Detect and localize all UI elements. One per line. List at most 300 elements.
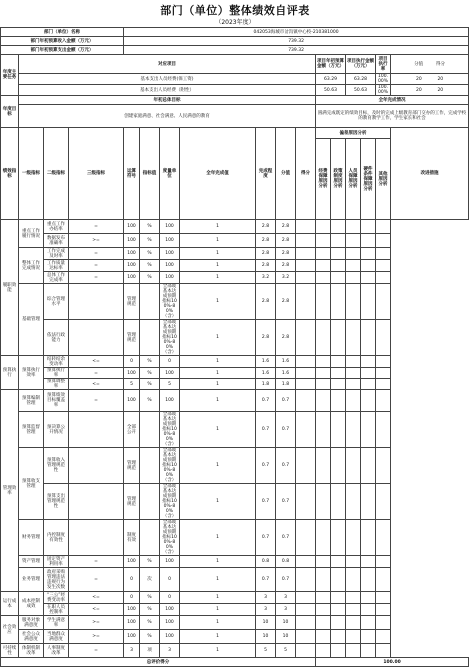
indicator-weight: 1: [180, 520, 256, 556]
perf-side-label: 绩效指标: [1, 128, 19, 220]
perf-col-unit: 度量单位: [160, 128, 180, 220]
indicator-level3: 固定资产利用率: [44, 556, 69, 568]
deviation-cell: [296, 379, 316, 390]
indicator-done: 100: [160, 260, 180, 272]
indicator-unit: [140, 412, 160, 448]
deviation-cell: [316, 248, 331, 260]
deviation-cell: [331, 356, 346, 368]
deviation-cell: [331, 412, 346, 448]
table-row: [1, 390, 469, 412]
indicator-done: 3: [160, 644, 180, 658]
indicator-get: 0.8: [276, 556, 296, 568]
improve-cell: [376, 220, 391, 234]
indicator-unit: %: [140, 368, 160, 379]
indicator-get: 1.8: [276, 379, 296, 390]
deviation-cell: [361, 448, 376, 484]
goals-plan-text: 创建家庭满意、社会满意、人民满意的教育: [19, 105, 316, 128]
deviation-cell: [316, 592, 331, 604]
indicator-level3: 预算支出管理规范性: [44, 484, 69, 520]
deviation-cell: [316, 284, 331, 320]
deviation-cell: [346, 644, 361, 658]
deviation-cell: [346, 556, 361, 568]
indicator-operator: >=: [69, 616, 124, 630]
indicator-done: 100: [160, 234, 180, 248]
indicator-get: 3.2: [276, 272, 296, 284]
deviation-cell: [296, 272, 316, 284]
table-row: [1, 556, 469, 568]
table-row: [1, 604, 469, 616]
indicator-score: 0.7: [256, 484, 276, 520]
deviation-cell: [331, 284, 346, 320]
deviation-cell: [361, 568, 376, 592]
indicator-done: 0: [160, 568, 180, 592]
deviation-cell: [296, 248, 316, 260]
deviation-cell: [346, 368, 361, 379]
task-score-get: [391, 74, 469, 85]
indicator-get: 2.8: [276, 248, 296, 260]
indicator-score: 1.6: [256, 368, 276, 379]
indicator-weight: 1: [180, 356, 256, 368]
indicator-done: 100: [160, 630, 180, 644]
indicator-weight: 1: [180, 234, 256, 248]
task-score: 20: [415, 87, 422, 93]
indicator-weight: 1: [180, 284, 256, 320]
deviation-cell: [346, 448, 361, 484]
improve-cell: [376, 356, 391, 368]
deviation-cell: [346, 379, 361, 390]
indicator-score: 0.8: [256, 556, 276, 568]
indicator-target: 管理规范: [124, 320, 140, 356]
dev-col-other: 其他原因分析: [376, 139, 391, 220]
indicator-get: 0.7: [276, 412, 296, 448]
indicator-get: 2.8: [276, 320, 296, 356]
indicator-level2: 基础管理: [19, 284, 44, 356]
perf-col-op: 运算符号: [124, 128, 140, 220]
improve-cell: [376, 630, 391, 644]
deviation-cell: [361, 248, 376, 260]
deviation-cell: [346, 412, 361, 448]
indicator-score: 0.7: [256, 390, 276, 412]
task-get: 20: [437, 87, 444, 93]
indicator-operator: =: [69, 260, 124, 272]
task-row: [1, 74, 469, 85]
indicator-score: 2.8: [256, 234, 276, 248]
deviation-cell: [296, 644, 316, 658]
table-row: [1, 368, 469, 379]
indicator-score: 2.8: [256, 260, 276, 272]
indicator-done: 0: [160, 356, 180, 368]
budget-expense-label: 部门年初预算支出金额（万元）: [1, 46, 124, 55]
indicator-target: 0: [124, 568, 140, 592]
indicator-done: 全部或基本达成预期指标100%-80%（含）: [160, 484, 180, 520]
indicator-weight: 1: [180, 604, 256, 616]
indicator-score: 3: [256, 592, 276, 604]
indicator-target: 100: [124, 234, 140, 248]
indicator-done: 5: [160, 379, 180, 390]
deviation-cell: [361, 284, 376, 320]
indicator-unit: 次: [140, 568, 160, 592]
deviation-cell: [316, 604, 331, 616]
indicator-level3: 综合管理水平: [44, 284, 69, 320]
table-row: [1, 220, 469, 234]
deviation-cell: [346, 272, 361, 284]
indicator-level2: 服务对象满意度: [19, 616, 44, 630]
table-row: [1, 644, 469, 658]
indicator-score: 1.6: [256, 356, 276, 368]
indicator-level2: 业务管理: [19, 568, 44, 592]
indicator-level3: 重点工作办结率: [44, 220, 69, 234]
task-score: 20: [415, 76, 422, 82]
deviation-cell: [316, 630, 331, 644]
indicator-level1: 社会效应: [1, 616, 19, 644]
improve-cell: [376, 368, 391, 379]
deviation-cell: [331, 320, 346, 356]
deviation-cell: [361, 356, 376, 368]
indicator-operator: =: [69, 248, 124, 260]
deviation-cell: [346, 568, 361, 592]
indicator-level2: 资产管理: [19, 556, 44, 568]
indicator-score: 0.7: [256, 568, 276, 592]
improve-cell: [376, 260, 391, 272]
indicator-weight: 1: [180, 220, 256, 234]
indicator-target: 管理规范: [124, 484, 140, 520]
indicator-weight: 1: [180, 368, 256, 379]
table-row: [1, 448, 469, 484]
indicator-get: 2.8: [276, 220, 296, 234]
indicator-unit: %: [140, 272, 160, 284]
table-row: [1, 320, 469, 356]
table-row: [1, 248, 469, 260]
indicator-operator: [69, 520, 124, 556]
deviation-cell: [296, 356, 316, 368]
indicator-weight: 1: [180, 390, 256, 412]
indicator-target: 制度有效: [124, 520, 140, 556]
indicator-operator: =: [69, 220, 124, 234]
deviation-cell: [331, 616, 346, 630]
indicator-score: 0.7: [256, 448, 276, 484]
perf-col-target: 指标值: [140, 128, 160, 220]
improve-cell: [376, 484, 391, 520]
indicator-done: 全部或基本达成预期指标100%-80%（含）: [160, 320, 180, 356]
improve-cell: [376, 644, 391, 658]
indicator-operator: >=: [69, 630, 124, 644]
perf-rows: [1, 220, 469, 658]
deviation-cell: [361, 556, 376, 568]
indicator-operator: <=: [69, 379, 124, 390]
improve-cell: [376, 379, 391, 390]
indicator-level2: 预算编制管理: [19, 390, 44, 412]
deviation-cell: [296, 220, 316, 234]
indicator-operator: [69, 412, 124, 448]
indicator-target: 100: [124, 272, 140, 284]
indicator-done: 100: [160, 220, 180, 234]
indicator-score: 10: [256, 616, 276, 630]
indicator-level2: 预算监督管理: [19, 412, 44, 448]
indicator-done: 100: [160, 272, 180, 284]
deviation-cell: [331, 520, 346, 556]
indicator-weight: 1: [180, 484, 256, 520]
indicator-level3: 预决算公开情况: [44, 412, 69, 448]
deviation-cell: [296, 448, 316, 484]
tasks-col-exec: 项目执行金额（万元）: [346, 55, 376, 74]
indicator-get: 3: [276, 592, 296, 604]
deviation-cell: [361, 592, 376, 604]
task-get: 20: [437, 76, 444, 82]
indicator-done: 100: [160, 556, 180, 568]
indicator-unit: %: [140, 630, 160, 644]
deviation-cell: [331, 448, 346, 484]
indicator-level2: 财务管理: [19, 520, 44, 556]
budget-income-value: 739.32: [124, 37, 469, 46]
indicator-target: 100: [124, 260, 140, 272]
table-row: [1, 484, 469, 520]
deviation-cell: [361, 644, 376, 658]
deviation-cell: [331, 234, 346, 248]
goals-side-label: 年度目标: [1, 96, 19, 128]
deviation-cell: [296, 320, 316, 356]
deviation-cell: [296, 260, 316, 272]
perf-deviation-header: 偏差原因分析: [316, 128, 391, 139]
indicator-weight: 1: [180, 644, 256, 658]
indicator-level3: 政府采购管理违法违规行为发生次数: [44, 568, 69, 592]
indicator-get: 2.8: [276, 284, 296, 320]
table-row: [1, 568, 469, 592]
deviation-cell: [346, 284, 361, 320]
indicator-target: 全部公开: [124, 412, 140, 448]
indicator-operator: =: [69, 568, 124, 592]
deviation-cell: [361, 412, 376, 448]
deviation-cell: [296, 390, 316, 412]
indicator-score: 3: [256, 604, 276, 616]
deviation-cell: [331, 272, 346, 284]
tasks-col-get: 得分: [436, 61, 445, 67]
improve-cell: [376, 320, 391, 356]
deviation-cell: [361, 484, 376, 520]
indicator-get: 2.8: [276, 260, 296, 272]
perf-col-improve: 改进措施: [391, 128, 469, 220]
indicator-unit: %: [140, 616, 160, 630]
indicator-get: 1.6: [276, 356, 296, 368]
deviation-cell: [331, 644, 346, 658]
indicator-unit: 项: [140, 644, 160, 658]
indicator-target: 管理规范: [124, 284, 140, 320]
improve-cell: [376, 520, 391, 556]
indicator-level2: 重点工作履行情况: [19, 220, 44, 248]
indicator-get: 10: [276, 616, 296, 630]
indicator-score: 2.8: [256, 248, 276, 260]
indicator-unit: %: [140, 556, 160, 568]
indicator-score: 10: [256, 630, 276, 644]
budget-income-label: 部门年初预算收入金额（万元）: [1, 37, 124, 46]
table-row: [1, 284, 469, 320]
improve-cell: [376, 556, 391, 568]
indicator-done: 100: [160, 390, 180, 412]
indicator-target: 100: [124, 248, 140, 260]
indicator-weight: 1: [180, 568, 256, 592]
deviation-cell: [296, 568, 316, 592]
indicator-level3: 工作完成及时率: [44, 248, 69, 260]
indicator-level1: 运行成本: [1, 592, 19, 616]
indicator-get: 2.8: [276, 234, 296, 248]
indicator-unit: %: [140, 220, 160, 234]
indicator-score: 3.2: [256, 272, 276, 284]
indicator-target: 3: [124, 644, 140, 658]
indicator-level1: 履职效能: [1, 220, 19, 356]
task-row: [1, 85, 469, 96]
deviation-cell: [296, 616, 316, 630]
indicator-unit: %: [140, 390, 160, 412]
improve-cell: [376, 234, 391, 248]
total-value: 100.00: [316, 658, 469, 667]
deviation-cell: [296, 592, 316, 604]
table-row: [1, 412, 469, 448]
indicator-level1: 可持续性: [1, 644, 19, 658]
indicator-score: 2.8: [256, 220, 276, 234]
deviation-cell: [296, 556, 316, 568]
improve-cell: [376, 568, 391, 592]
indicator-unit: [140, 284, 160, 320]
indicator-operator: =: [69, 390, 124, 412]
indicator-weight: 1: [180, 260, 256, 272]
indicator-level3: 工作质量达标率: [44, 260, 69, 272]
indicator-operator: <=: [69, 604, 124, 616]
deviation-cell: [316, 390, 331, 412]
deviation-cell: [331, 379, 346, 390]
indicator-get: 0.7: [276, 568, 296, 592]
indicator-weight: 1: [180, 248, 256, 260]
tasks-col-budget: 项目年初预算金额（万元）: [316, 55, 346, 74]
indicator-weight: 1: [180, 272, 256, 284]
table-row: [1, 616, 469, 630]
indicator-done: 0: [160, 592, 180, 604]
task-budget: 63.29: [316, 74, 346, 85]
perf-col-l2: 二级指标: [44, 128, 69, 220]
deviation-cell: [316, 220, 331, 234]
deviation-cell: [331, 630, 346, 644]
indicator-get: 0.7: [276, 484, 296, 520]
deviation-cell: [346, 390, 361, 412]
indicator-score: 0.7: [256, 520, 276, 556]
dev-col-hardware: 硬件条件保障原因分析: [361, 139, 376, 220]
indicator-level3: 预算收入管理规范性: [44, 448, 69, 484]
deviation-cell: [331, 390, 346, 412]
indicator-unit: %: [140, 260, 160, 272]
indicator-unit: [140, 320, 160, 356]
indicator-done: 100: [160, 368, 180, 379]
deviation-cell: [316, 568, 331, 592]
deviation-cell: [316, 368, 331, 379]
perf-col-get: 得分: [296, 128, 316, 220]
indicator-target: 0: [124, 356, 140, 368]
indicator-get: 3: [276, 604, 296, 616]
indicator-level3: “三公”经费变动率: [44, 592, 69, 604]
goals-done-text: 圆满完成既定的绩效目标，及时的完成上级教育部门交办的工作，完成学校的教育教学工作，学生家长和社会: [316, 105, 469, 128]
table-row: [1, 630, 469, 644]
improve-cell: [376, 592, 391, 604]
indicator-level2: 预算执行效率: [19, 356, 44, 390]
indicator-done: 全部或基本达成预期指标100%-80%（含）: [160, 412, 180, 448]
indicator-score: 1.8: [256, 379, 276, 390]
indicator-target: 5: [124, 379, 140, 390]
deviation-cell: [361, 234, 376, 248]
indicator-level3: 内控制度有效性: [44, 520, 69, 556]
indicator-weight: 1: [180, 556, 256, 568]
indicator-target: 100: [124, 630, 140, 644]
deviation-cell: [296, 284, 316, 320]
indicator-target: 100: [124, 220, 140, 234]
indicator-unit: [140, 520, 160, 556]
indicator-level3: 预算执行率: [44, 368, 69, 379]
tasks-col-score: 分值: [414, 61, 424, 67]
indicator-target: 100: [124, 616, 140, 630]
indicator-score: 2.8: [256, 284, 276, 320]
deviation-cell: [346, 592, 361, 604]
indicator-level3: 在职人员控制率: [44, 604, 69, 616]
indicator-level3: 人事制度改革: [44, 644, 69, 658]
indicator-target: 管理规范: [124, 448, 140, 484]
indicator-operator: [69, 484, 124, 520]
improve-cell: [376, 284, 391, 320]
dept-name-value: 042053海城市岔沟镇中心校-210381000: [124, 28, 469, 37]
deviation-cell: [331, 604, 346, 616]
deviation-cell: [331, 368, 346, 379]
dev-col-funding: 经费保障原因分析: [316, 139, 331, 220]
indicator-level2: 预算收支管理: [19, 448, 44, 520]
page-subtitle: （2023年度）: [215, 19, 255, 26]
indicator-level2: 整体工作完成情况: [19, 248, 44, 284]
tasks-col-score-get: [391, 55, 469, 74]
deviation-cell: [361, 379, 376, 390]
indicator-done: 100: [160, 248, 180, 260]
deviation-cell: [331, 568, 346, 592]
deviation-cell: [316, 484, 331, 520]
indicator-operator: [69, 448, 124, 484]
deviation-cell: [316, 412, 331, 448]
total-label: 总评价得分: [1, 658, 316, 667]
table-row: [1, 356, 469, 368]
page-title: 部门（单位）整体绩效自评表: [160, 4, 310, 17]
indicator-operator: <=: [69, 592, 124, 604]
improve-cell: [376, 390, 391, 412]
indicator-operator: >=: [69, 234, 124, 248]
indicator-score: 0.7: [256, 412, 276, 448]
indicator-target: 100: [124, 390, 140, 412]
indicator-get: 5: [276, 644, 296, 658]
deviation-cell: [316, 260, 331, 272]
deviation-cell: [346, 616, 361, 630]
indicator-unit: %: [140, 234, 160, 248]
deviation-cell: [296, 412, 316, 448]
deviation-cell: [331, 248, 346, 260]
indicator-operator: =: [69, 272, 124, 284]
deviation-cell: [346, 320, 361, 356]
deviation-cell: [361, 260, 376, 272]
indicator-done: 全部或基本达成预期指标100%-80%（含）: [160, 520, 180, 556]
table-row: [1, 260, 469, 272]
deviation-cell: [331, 260, 346, 272]
deviation-cell: [296, 520, 316, 556]
dev-col-policy: 政策制度原因分析: [331, 139, 346, 220]
indicator-level2: 成本控制成效: [19, 592, 44, 616]
indicator-unit: %: [140, 592, 160, 604]
improve-cell: [376, 616, 391, 630]
evaluation-table: [0, 27, 469, 667]
perf-col-l1: 一级指标: [19, 128, 44, 220]
indicator-weight: 1: [180, 592, 256, 604]
deviation-cell: [316, 379, 331, 390]
deviation-cell: [316, 556, 331, 568]
indicator-unit: [140, 484, 160, 520]
